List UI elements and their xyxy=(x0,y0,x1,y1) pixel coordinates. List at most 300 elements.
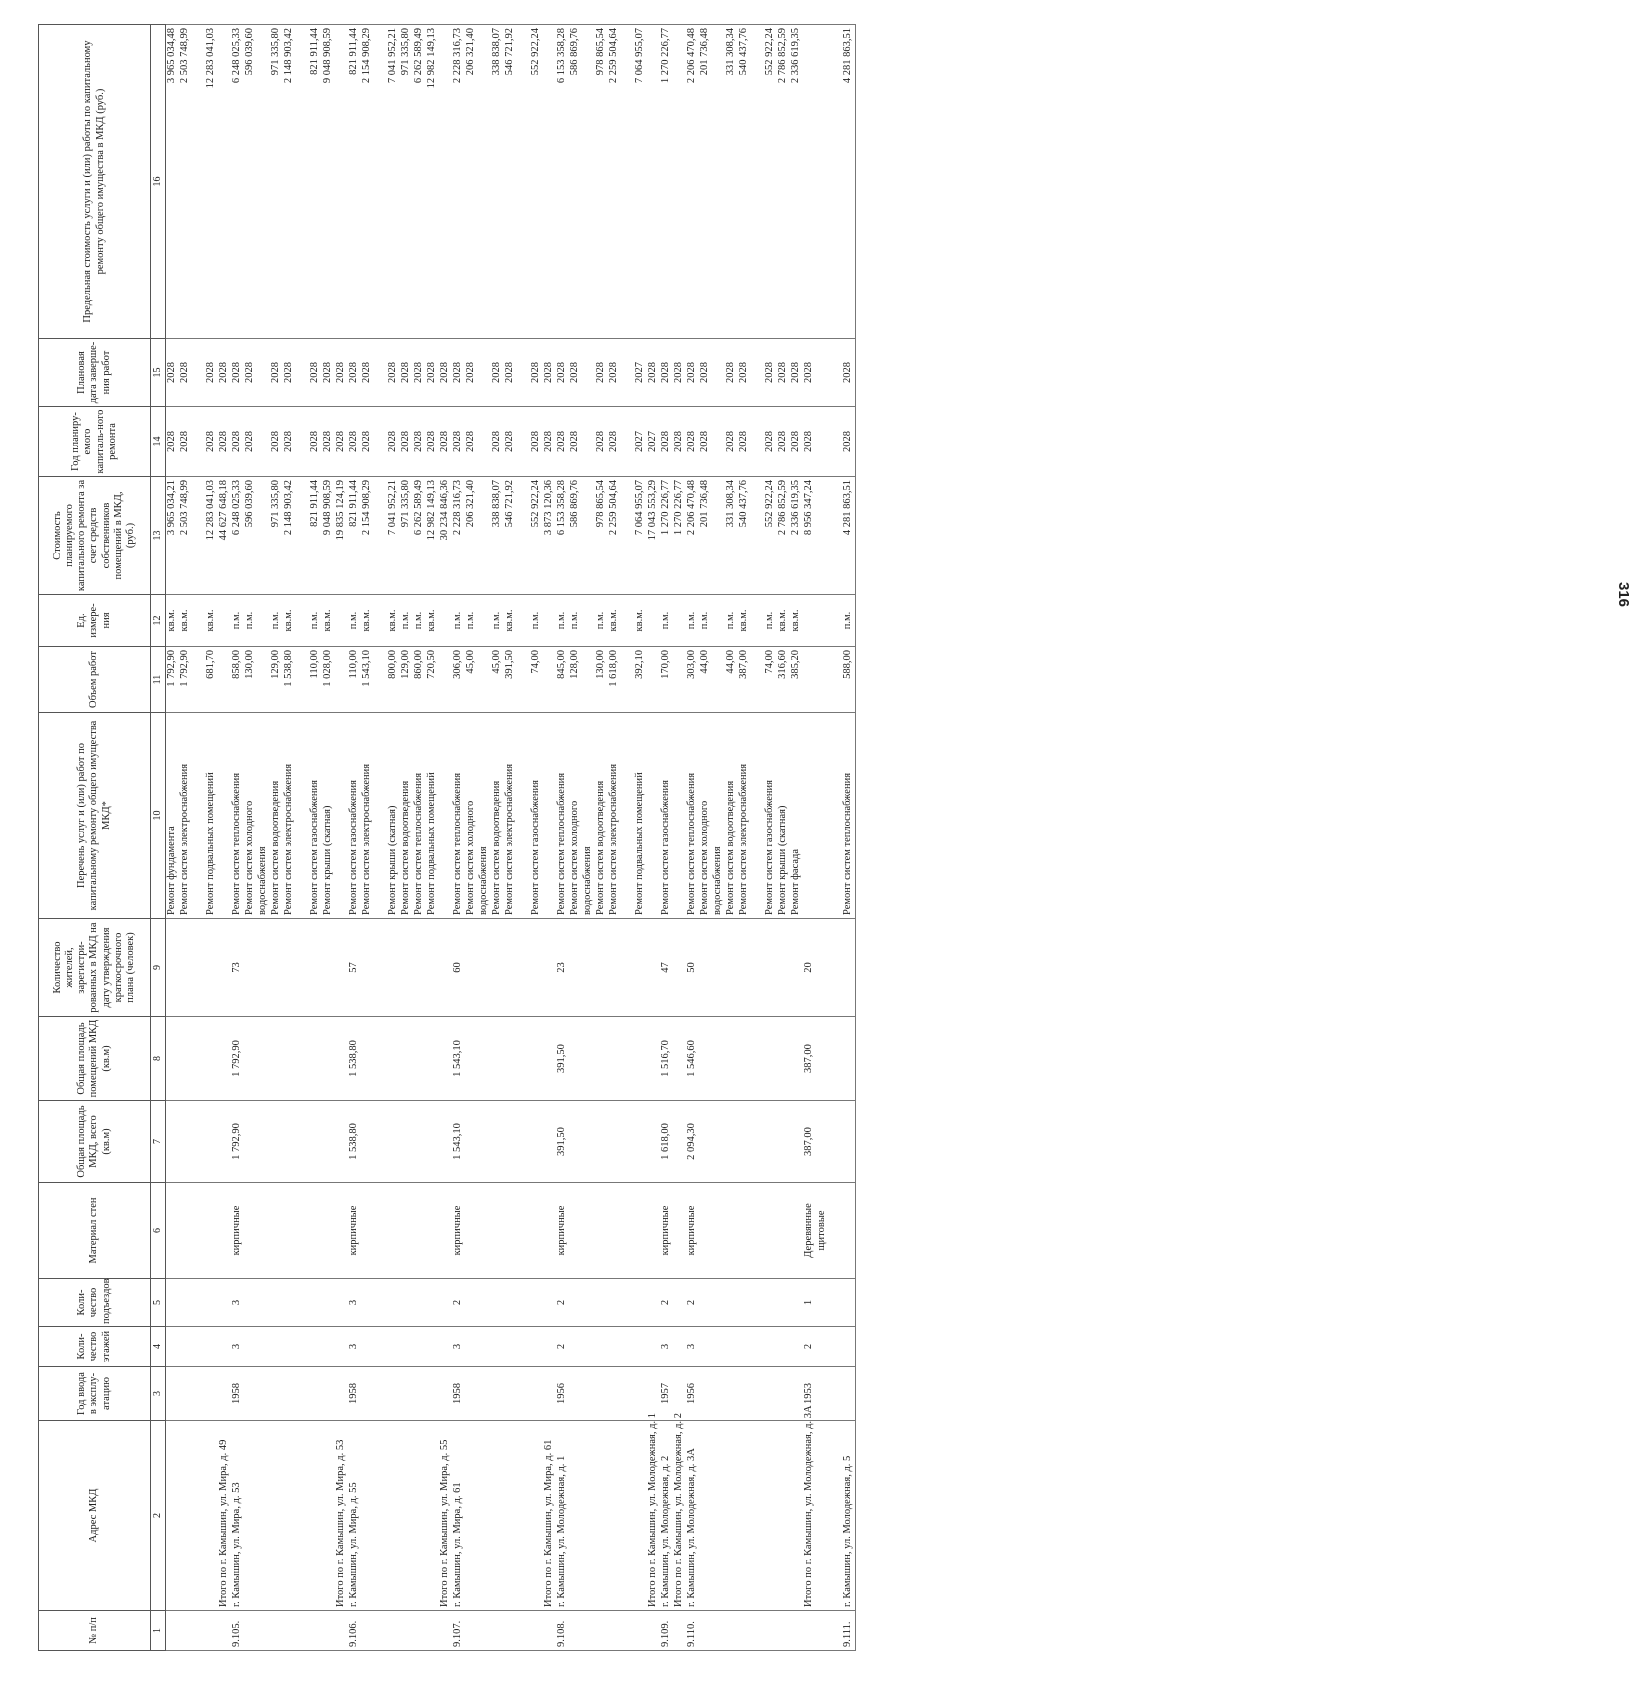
table-cell xyxy=(309,1183,322,1279)
table-cell: 2028 xyxy=(842,339,856,407)
table-cell xyxy=(842,1327,856,1367)
table-row xyxy=(517,25,530,1651)
table-cell xyxy=(309,1017,322,1101)
table-cell: 2028 xyxy=(686,407,699,477)
table-cell: 2 336 619,35 xyxy=(790,477,803,595)
table-cell xyxy=(738,1611,751,1651)
table-cell: кирпичные xyxy=(660,1183,673,1279)
table-cell xyxy=(725,1101,738,1183)
table-cell xyxy=(426,1421,439,1611)
table-cell xyxy=(270,1327,283,1367)
table-cell: кв.м. xyxy=(634,595,647,647)
table-cell xyxy=(595,1421,608,1611)
table-cell: 2028 xyxy=(491,407,504,477)
table-cell: 2028 xyxy=(777,407,790,477)
table-cell xyxy=(374,339,387,407)
table-cell xyxy=(283,1017,296,1101)
table-cell: 2 148 903,42 xyxy=(283,477,296,595)
table-row xyxy=(296,25,309,1651)
table-cell: 1956 xyxy=(556,1367,569,1421)
table-cell xyxy=(608,1327,621,1367)
table-cell xyxy=(621,1183,634,1279)
table-row xyxy=(231,25,244,1651)
table-cell xyxy=(244,1421,257,1611)
table-cell: кв.м. xyxy=(165,595,179,647)
table-row xyxy=(595,25,608,1651)
table-cell: 338 838,07 xyxy=(491,477,504,595)
table-cell xyxy=(179,1327,192,1367)
table-cell xyxy=(764,919,777,1017)
table-row xyxy=(309,25,322,1651)
table-cell xyxy=(426,1327,439,1367)
table-cell: Итого по г. Камышин, ул. Молодежная, д. 1 xyxy=(647,1421,660,1611)
table-cell xyxy=(361,1017,374,1101)
table-cell: 2028 xyxy=(452,407,465,477)
table-cell xyxy=(569,1101,582,1183)
table-cell xyxy=(647,919,660,1017)
table-cell: 2 xyxy=(556,1279,569,1327)
table-row xyxy=(283,25,296,1651)
table-cell xyxy=(257,647,270,713)
table-cell xyxy=(699,1367,712,1421)
table-cell: 170,00 xyxy=(660,647,673,713)
col-header-12: Ед. измере-ния xyxy=(39,595,151,647)
table-cell xyxy=(387,1421,400,1611)
table-cell xyxy=(738,1183,751,1279)
table-cell xyxy=(504,1327,517,1367)
table-cell: г. Камышин, ул. Молодежная, д. 3А xyxy=(686,1421,699,1611)
table-cell xyxy=(478,1327,491,1367)
table-cell xyxy=(165,1183,179,1279)
table-cell: Ремонт систем электроснабжения xyxy=(283,713,296,919)
table-cell: 316,60 xyxy=(777,647,790,713)
table-cell: Ремонт систем холодного xyxy=(465,713,478,919)
table-cell: 2027 xyxy=(647,407,660,477)
table-cell: 2028 xyxy=(218,407,231,477)
table-cell xyxy=(257,919,270,1017)
table-cell xyxy=(738,1367,751,1421)
table-cell xyxy=(517,25,530,339)
table-cell xyxy=(257,1327,270,1367)
table-row xyxy=(621,25,634,1651)
table-cell xyxy=(165,1017,179,1101)
table-cell: 3 xyxy=(231,1327,244,1367)
table-cell xyxy=(165,1101,179,1183)
table-cell xyxy=(543,25,556,339)
table-cell xyxy=(244,1367,257,1421)
table-cell: п.м. xyxy=(452,595,465,647)
table-cell xyxy=(803,647,816,713)
table-cell xyxy=(205,1421,218,1611)
table-cell xyxy=(439,1327,452,1367)
table-cell xyxy=(374,647,387,713)
table-cell xyxy=(647,1611,660,1651)
table-cell xyxy=(569,1279,582,1327)
table-cell xyxy=(595,1279,608,1327)
table-cell xyxy=(322,1611,335,1651)
table-cell: 596 039,60 xyxy=(244,477,257,595)
table-cell: 2028 xyxy=(660,407,673,477)
table-cell: п.м. xyxy=(309,595,322,647)
table-cell: Ремонт фундамента xyxy=(165,713,179,919)
table-cell xyxy=(283,919,296,1017)
table-cell xyxy=(374,713,387,919)
table-cell xyxy=(218,1279,231,1327)
table-cell xyxy=(582,1611,595,1651)
table-cell xyxy=(621,407,634,477)
table-row xyxy=(764,25,777,1651)
table-cell xyxy=(829,25,842,339)
table-cell: 1 538,80 xyxy=(283,647,296,713)
table-cell xyxy=(439,1101,452,1183)
table-cell: 2028 xyxy=(335,407,348,477)
table-row xyxy=(465,25,478,1651)
table-cell xyxy=(218,1611,231,1651)
table-cell xyxy=(439,1017,452,1101)
table-cell xyxy=(257,1421,270,1611)
table-cell xyxy=(569,1183,582,1279)
table-cell: 821 911,44 xyxy=(309,477,322,595)
table-cell xyxy=(790,1183,803,1279)
table-cell xyxy=(296,1327,309,1367)
table-cell xyxy=(816,1101,829,1183)
table-row xyxy=(361,25,374,1651)
table-cell: 1 270 226,77 xyxy=(660,25,673,339)
table-cell xyxy=(543,1101,556,1183)
table-cell: п.м. xyxy=(556,595,569,647)
table-cell: 2028 xyxy=(309,407,322,477)
table-cell xyxy=(621,339,634,407)
table-cell xyxy=(296,713,309,919)
table-cell xyxy=(790,919,803,1017)
table-cell xyxy=(582,647,595,713)
table-cell xyxy=(777,1611,790,1651)
table-row xyxy=(400,25,413,1651)
table-cell xyxy=(426,1367,439,1421)
table-cell xyxy=(842,1017,856,1101)
table-cell: 2028 xyxy=(179,407,192,477)
table-cell xyxy=(816,339,829,407)
table-cell: 1958 xyxy=(231,1367,244,1421)
table-cell xyxy=(621,647,634,713)
table-cell: 57 xyxy=(348,919,361,1017)
table-cell xyxy=(751,1017,764,1101)
table-cell: 331 308,34 xyxy=(725,477,738,595)
table-cell xyxy=(192,477,205,595)
table-cell: Ремонт систем холодного xyxy=(569,713,582,919)
table-cell xyxy=(725,919,738,1017)
table-row xyxy=(270,25,283,1651)
table-cell xyxy=(218,25,231,339)
table-cell: 110,00 xyxy=(309,647,322,713)
table-cell xyxy=(426,1611,439,1651)
table-cell xyxy=(777,1183,790,1279)
table-cell xyxy=(322,1101,335,1183)
table-cell xyxy=(829,339,842,407)
table-cell xyxy=(608,1611,621,1651)
table-cell xyxy=(218,1367,231,1421)
table-cell xyxy=(647,647,660,713)
table-cell xyxy=(361,1101,374,1183)
table-cell xyxy=(387,1101,400,1183)
table-cell xyxy=(621,25,634,339)
table-cell: п.м. xyxy=(595,595,608,647)
table-cell xyxy=(465,1101,478,1183)
table-cell xyxy=(244,1611,257,1651)
table-cell xyxy=(387,919,400,1017)
table-cell xyxy=(374,1611,387,1651)
table-cell xyxy=(582,1017,595,1101)
table-cell xyxy=(257,339,270,407)
table-cell: 1 792,90 xyxy=(165,647,179,713)
table-row xyxy=(374,25,387,1651)
table-cell: 2028 xyxy=(647,339,660,407)
table-cell xyxy=(673,1327,686,1367)
table-cell xyxy=(465,919,478,1017)
table-cell: 7 041 952,21 xyxy=(387,477,400,595)
table-cell xyxy=(725,1611,738,1651)
table-cell: п.м. xyxy=(413,595,426,647)
table-cell: п.м. xyxy=(660,595,673,647)
table-cell: 1 546,60 xyxy=(686,1017,699,1101)
table-cell xyxy=(361,1183,374,1279)
table-cell: 971 335,80 xyxy=(270,25,283,339)
table-cell xyxy=(803,595,816,647)
table-cell: 385,20 xyxy=(790,647,803,713)
table-cell xyxy=(712,1421,725,1611)
table-cell xyxy=(296,1367,309,1421)
table-cell xyxy=(790,1421,803,1611)
table-cell xyxy=(712,477,725,595)
table-cell: кв.м. xyxy=(738,595,751,647)
table-cell xyxy=(673,919,686,1017)
col-header-14: Год планиру-емого капиталь-ного ремонта xyxy=(39,407,151,477)
table-cell: 44,00 xyxy=(699,647,712,713)
table-cell: 2 154 908,29 xyxy=(361,25,374,339)
table-cell: кв.м. xyxy=(608,595,621,647)
table-cell xyxy=(543,1183,556,1279)
table-cell xyxy=(751,25,764,339)
table-cell xyxy=(205,1279,218,1327)
table-cell xyxy=(218,1327,231,1367)
table-cell xyxy=(777,1327,790,1367)
table-cell: 201 736,48 xyxy=(699,25,712,339)
table-cell: 45,00 xyxy=(465,647,478,713)
table-cell: Ремонт крыши (скатная) xyxy=(387,713,400,919)
table-cell: п.м. xyxy=(400,595,413,647)
table-cell xyxy=(387,1017,400,1101)
table-cell xyxy=(647,1101,660,1183)
table-cell xyxy=(517,407,530,477)
table-cell: 74,00 xyxy=(764,647,777,713)
table-cell xyxy=(257,25,270,339)
table-cell xyxy=(296,595,309,647)
table-cell: 2 503 748,99 xyxy=(179,25,192,339)
table-cell: 2028 xyxy=(439,407,452,477)
table-cell xyxy=(712,1279,725,1327)
col-header-7: Общая площадь МКД, всего (кв.м) xyxy=(39,1101,151,1183)
table-cell: Ремонт систем теплоснабжения xyxy=(686,713,699,919)
table-cell xyxy=(712,919,725,1017)
table-cell: 19 835 124,19 xyxy=(335,477,348,595)
table-cell: 2028 xyxy=(426,339,439,407)
table-cell: 2028 xyxy=(335,339,348,407)
table-cell xyxy=(283,1183,296,1279)
table-cell: 2028 xyxy=(543,407,556,477)
table-cell xyxy=(465,1327,478,1367)
table-cell: 2 094,30 xyxy=(686,1101,699,1183)
table-cell: 3 965 034,21 xyxy=(165,477,179,595)
table-cell xyxy=(712,407,725,477)
table-cell xyxy=(205,1327,218,1367)
table-cell xyxy=(413,1421,426,1611)
table-cell: 9.106. xyxy=(348,1611,361,1651)
table-cell xyxy=(478,1183,491,1279)
table-cell xyxy=(478,1367,491,1421)
table-cell xyxy=(517,595,530,647)
table-cell xyxy=(582,339,595,407)
table-cell xyxy=(634,1279,647,1327)
table-cell: 2 503 748,99 xyxy=(179,477,192,595)
table-cell xyxy=(595,1017,608,1101)
table-cell: 44 627 648,18 xyxy=(218,477,231,595)
table-cell xyxy=(283,1367,296,1421)
table-cell xyxy=(179,1017,192,1101)
table-cell xyxy=(283,1421,296,1611)
table-cell xyxy=(335,595,348,647)
table-cell: 20 xyxy=(803,919,816,1017)
table-cell: 2 xyxy=(452,1279,465,1327)
table-cell: кв.м. xyxy=(205,595,218,647)
table-cell: водоснабжения xyxy=(478,713,491,919)
table-cell xyxy=(478,1101,491,1183)
table-row xyxy=(673,25,686,1651)
table-cell xyxy=(530,1017,543,1101)
table-cell xyxy=(504,919,517,1017)
col-header-4: Коли-чество этажей xyxy=(39,1327,151,1367)
table-cell xyxy=(491,1421,504,1611)
table-cell xyxy=(673,647,686,713)
table-cell xyxy=(517,713,530,919)
table-cell: Ремонт подвальных помещений xyxy=(634,713,647,919)
table-cell: 1 792,90 xyxy=(179,647,192,713)
table-row xyxy=(608,25,621,1651)
table-cell xyxy=(530,1101,543,1183)
table-cell xyxy=(192,407,205,477)
table-cell xyxy=(335,919,348,1017)
table-cell: 2028 xyxy=(673,407,686,477)
table-cell xyxy=(816,713,829,919)
table-cell xyxy=(569,1367,582,1421)
table-cell: 17 043 553,29 xyxy=(647,477,660,595)
table-cell: п.м. xyxy=(231,595,244,647)
table-cell xyxy=(374,1327,387,1367)
table-cell xyxy=(608,1421,621,1611)
table-cell xyxy=(374,1367,387,1421)
table-cell: 47 xyxy=(660,919,673,1017)
col-header-16: Предельная стоимость услуги и (или) работы по капитальному ремонту общего имущества в МКД (руб.) xyxy=(39,25,151,339)
table-cell xyxy=(478,647,491,713)
table-cell: 2028 xyxy=(387,339,400,407)
table-cell xyxy=(569,1327,582,1367)
table-cell xyxy=(309,1327,322,1367)
table-cell xyxy=(829,477,842,595)
table-cell xyxy=(751,339,764,407)
table-cell: 588,00 xyxy=(842,647,856,713)
table-cell: кв.м. xyxy=(322,595,335,647)
table-cell xyxy=(751,1421,764,1611)
table-cell: 2028 xyxy=(738,407,751,477)
table-cell: 7 041 952,21 xyxy=(387,25,400,339)
table-cell xyxy=(478,477,491,595)
table-cell xyxy=(621,713,634,919)
table-cell xyxy=(257,1367,270,1421)
table-cell xyxy=(374,595,387,647)
table-cell xyxy=(322,1367,335,1421)
table-cell xyxy=(322,1183,335,1279)
table-cell xyxy=(699,1421,712,1611)
table-cell xyxy=(764,1279,777,1327)
table-cell xyxy=(413,1183,426,1279)
table-cell xyxy=(816,25,829,339)
table-cell xyxy=(165,1367,179,1421)
table-cell xyxy=(322,919,335,1017)
table-cell: 60 xyxy=(452,919,465,1017)
table-cell xyxy=(647,1279,660,1327)
table-cell: 2028 xyxy=(218,339,231,407)
table-cell xyxy=(595,1183,608,1279)
table-cell xyxy=(842,1279,856,1327)
table-cell: водоснабжения xyxy=(712,713,725,919)
table-cell xyxy=(543,1017,556,1101)
table-cell xyxy=(257,1101,270,1183)
table-cell: п.м. xyxy=(530,595,543,647)
col-number: 3 xyxy=(151,1367,166,1421)
table-cell xyxy=(309,1101,322,1183)
table-cell: 9.105. xyxy=(231,1611,244,1651)
table-cell: 2028 xyxy=(595,407,608,477)
table-cell xyxy=(764,1421,777,1611)
table-cell xyxy=(400,1017,413,1101)
table-cell: кв.м. xyxy=(179,595,192,647)
table-cell xyxy=(530,1279,543,1327)
table-cell: Итого по г. Камышин, ул. Мира, д. 49 xyxy=(218,1421,231,1611)
table-cell xyxy=(192,1017,205,1101)
table-cell: 1 792,90 xyxy=(231,1017,244,1101)
table-cell: 391,50 xyxy=(556,1017,569,1101)
table-cell: 2028 xyxy=(530,407,543,477)
table-cell: Ремонт систем водоотведения xyxy=(491,713,504,919)
table-cell: Ремонт систем водоотведения xyxy=(270,713,283,919)
table-cell xyxy=(517,1279,530,1327)
table-cell xyxy=(400,1183,413,1279)
col-header-13: Стоимость планируемого капитального ремонта за счет средств собственников помещений в МКД, (руб.) xyxy=(39,477,151,595)
table-cell: кв.м. xyxy=(504,595,517,647)
table-cell: 1956 xyxy=(686,1367,699,1421)
table-cell: 129,00 xyxy=(270,647,283,713)
table-cell xyxy=(192,595,205,647)
table-cell xyxy=(673,713,686,919)
table-row xyxy=(556,25,569,1651)
page-number: 316 xyxy=(1615,582,1632,608)
table-cell: Ремонт систем водоотведения xyxy=(595,713,608,919)
table-cell xyxy=(439,25,452,339)
table-cell xyxy=(296,1183,309,1279)
table-row xyxy=(777,25,790,1651)
table-row xyxy=(452,25,465,1651)
table-cell: 2028 xyxy=(413,339,426,407)
table-row xyxy=(842,25,856,1651)
